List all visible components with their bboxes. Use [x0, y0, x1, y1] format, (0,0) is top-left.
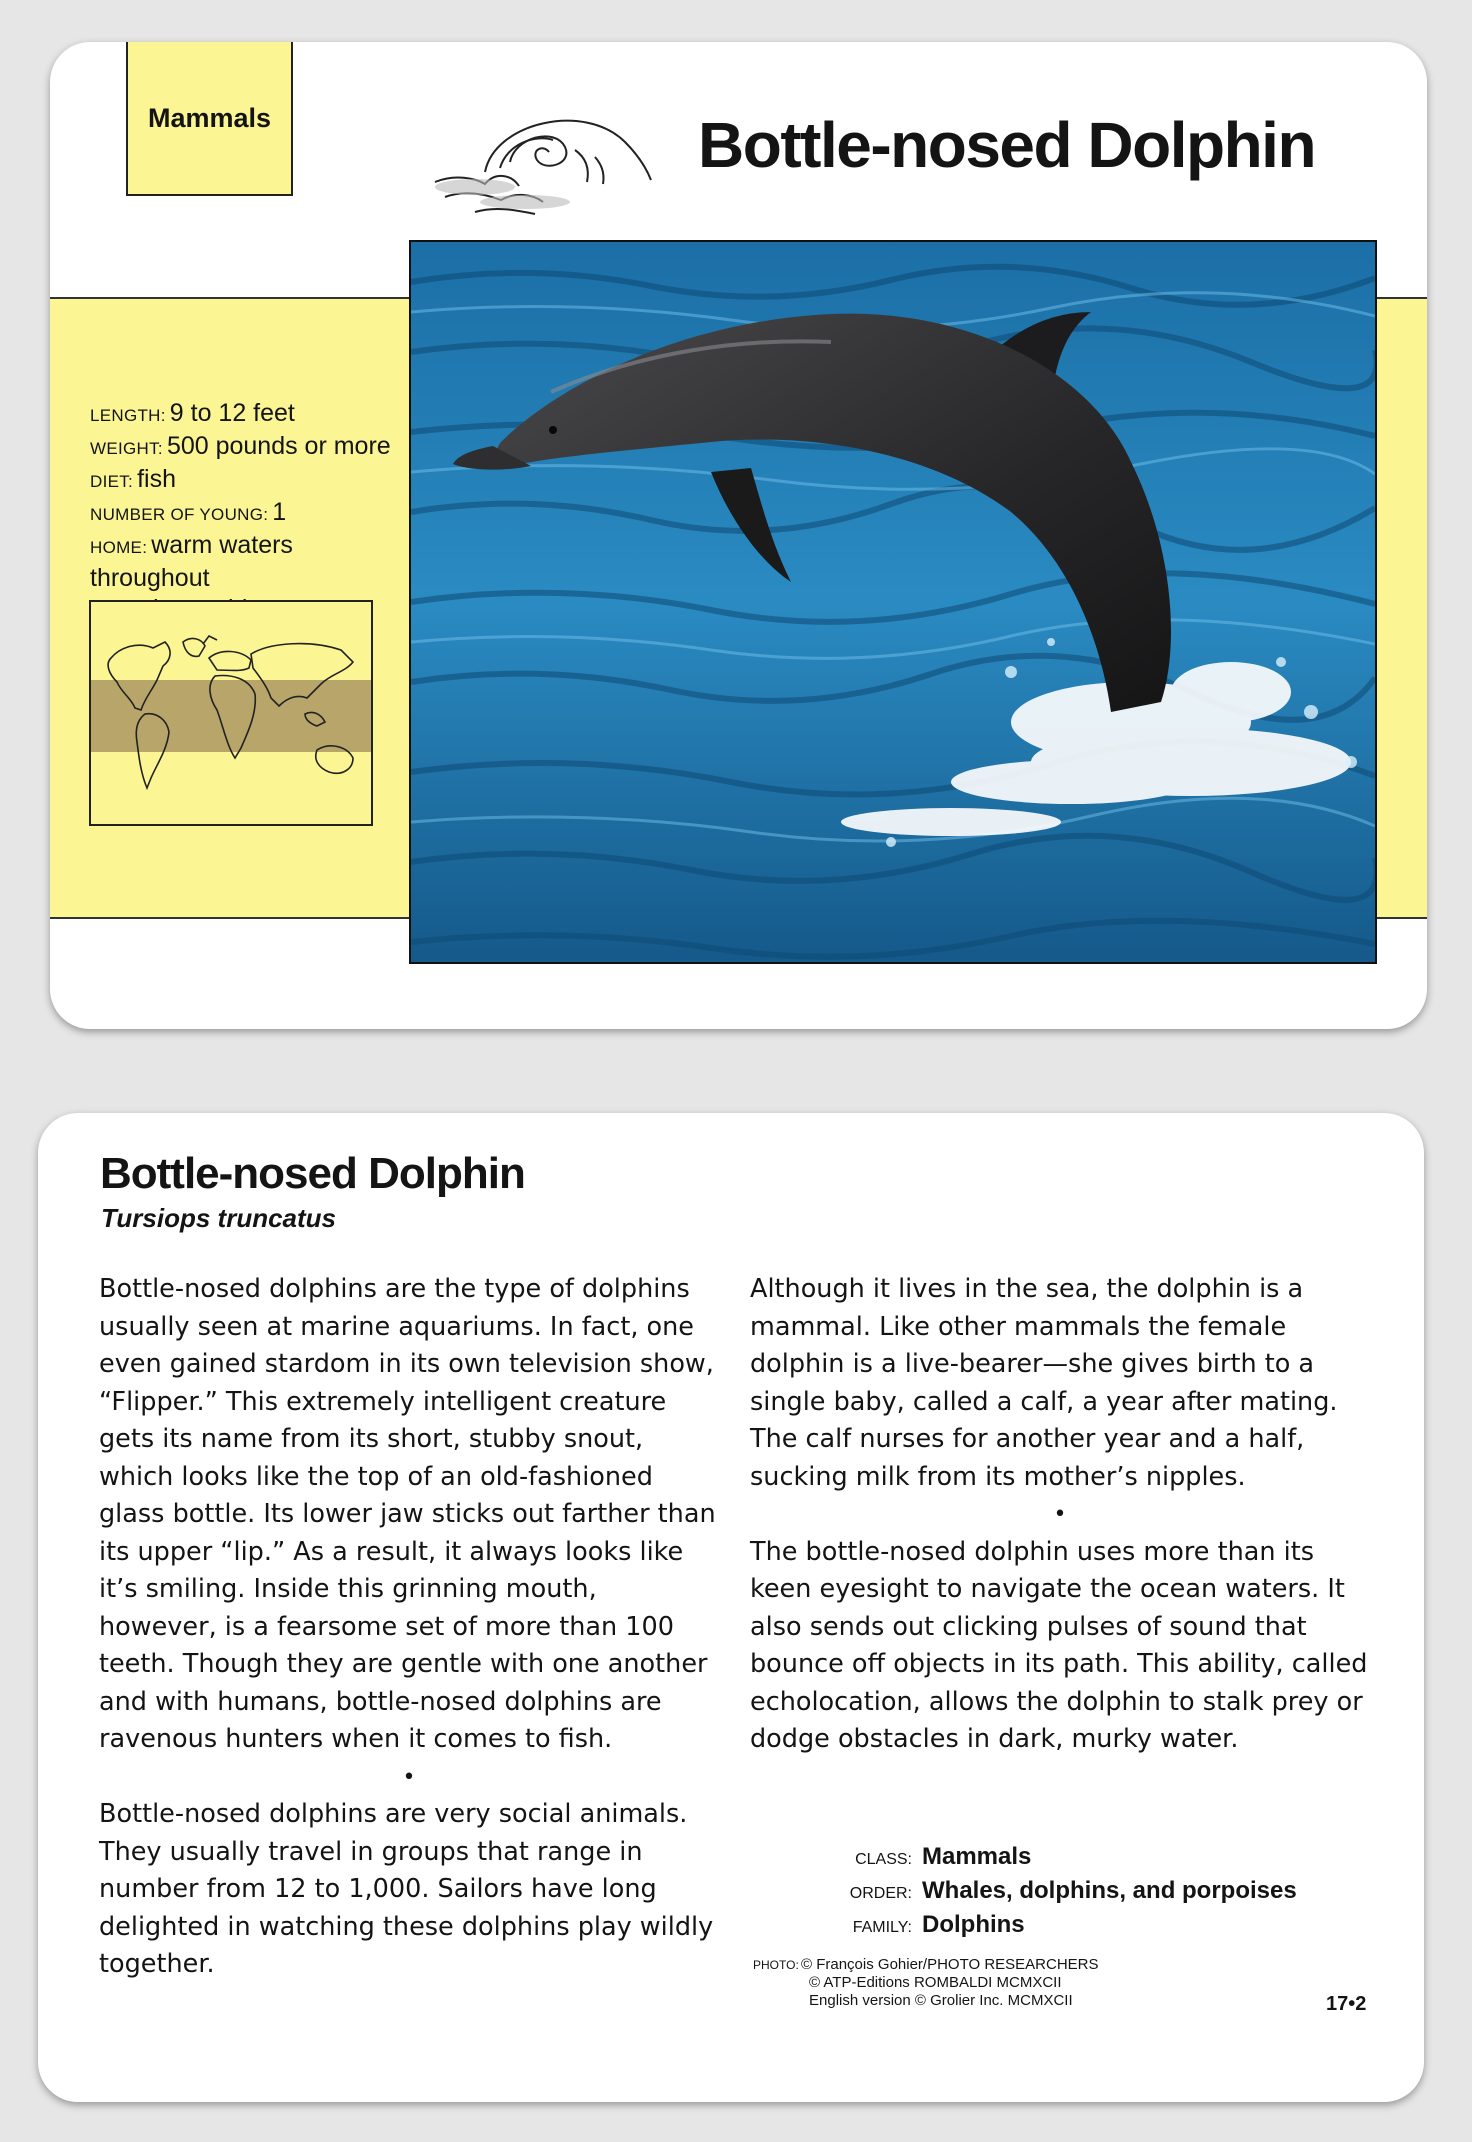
paragraph: The bottle-nosed dolphin uses more than its keen eyesight to navigate the ocean waters. It also sends out clicking pulses of sound that bounce off objects in its path. This ability, called echolocation, allows the dolphin to stalk prey or dodge obstacles in dark, murky water.: [750, 1536, 1368, 1754]
separator-bullet: •: [1053, 1502, 1067, 1527]
card-number: 17•2: [1326, 1993, 1367, 2015]
paragraph: Although it lives in the sea, the dolphin is a mammal. Like other mammals the female dolphin is a live-bearer—she gives birth to a single baby, called a calf, a year after mating. The calf nurses for another year and a half, sucking milk from its mother’s nipples.: [750, 1274, 1338, 1492]
order-row: ORDER: Whales, dolphins, and porpoises: [849, 1877, 1297, 1904]
fact-diet: DIET: fish: [90, 465, 176, 493]
separator-bullet: •: [402, 1764, 416, 1790]
fact-home: HOME: warm waters throughout: [90, 531, 293, 592]
family-row: FAMILY: Dolphins: [852, 1911, 1025, 1938]
photo-credits: PHOTO: © François Gohier/PHOTO RESEARCHERS © ATP-Editions ROMBALDI MCMXCII English version © Grolier Inc. MCMXCII: [753, 1956, 1099, 2009]
dolphin-image: [411, 242, 1375, 962]
class-row: CLASS: Mammals: [855, 1843, 1032, 1870]
category-label: Mammals: [147, 102, 272, 133]
text-column-left: [99, 1271, 719, 1984]
classification: [838, 1841, 1297, 1943]
card-front: [50, 42, 1427, 1029]
category-box: [126, 42, 293, 196]
scientific-name: Tursiops truncatus: [101, 1203, 337, 1233]
text-column-right: [750, 1271, 1370, 1759]
dolphin-photo: [409, 240, 1377, 964]
world-map-icon: [91, 602, 371, 824]
paragraph: Bottle-nosed dolphins are very social animals. They usually travel in groups that range in number from 12 to 1,000. Sailors have long delighted in watching these dolphins play wildly together.: [99, 1799, 714, 1979]
fact-list: [90, 398, 410, 625]
back-title: Bottle-nosed Dolphin: [100, 1149, 525, 1198]
fact-weight: WEIGHT: 500 pounds or more: [90, 432, 391, 460]
card-back: [38, 1113, 1424, 2102]
paragraph: Bottle-nosed dolphins are the type of dolphins usually seen at marine aquariums. In fact, one even gained stardom in its own television show, “Flipper.” This extremely intelligent creature gets its name from its short, stubby snout, which looks like the top of an old-fashioned glass bottle. Its lower jaw sticks out farther than its upper “lip.” As a result, it always looks like it’s smiling. Inside this grinning mouth, however, is a fearsome set of more than 100 teeth. Though they are gentle with one another and with humans, bottle-nosed dolphins are ravenous hunters when it comes to fish.: [99, 1274, 716, 1754]
card-title: Bottle-nosed Dolphin: [698, 109, 1316, 181]
fact-length: LENGTH: 9 to 12 feet: [90, 399, 295, 427]
fact-young: NUMBER OF YOUNG: 1: [90, 498, 287, 526]
range-map: [89, 600, 373, 826]
wave-icon: [415, 102, 655, 227]
